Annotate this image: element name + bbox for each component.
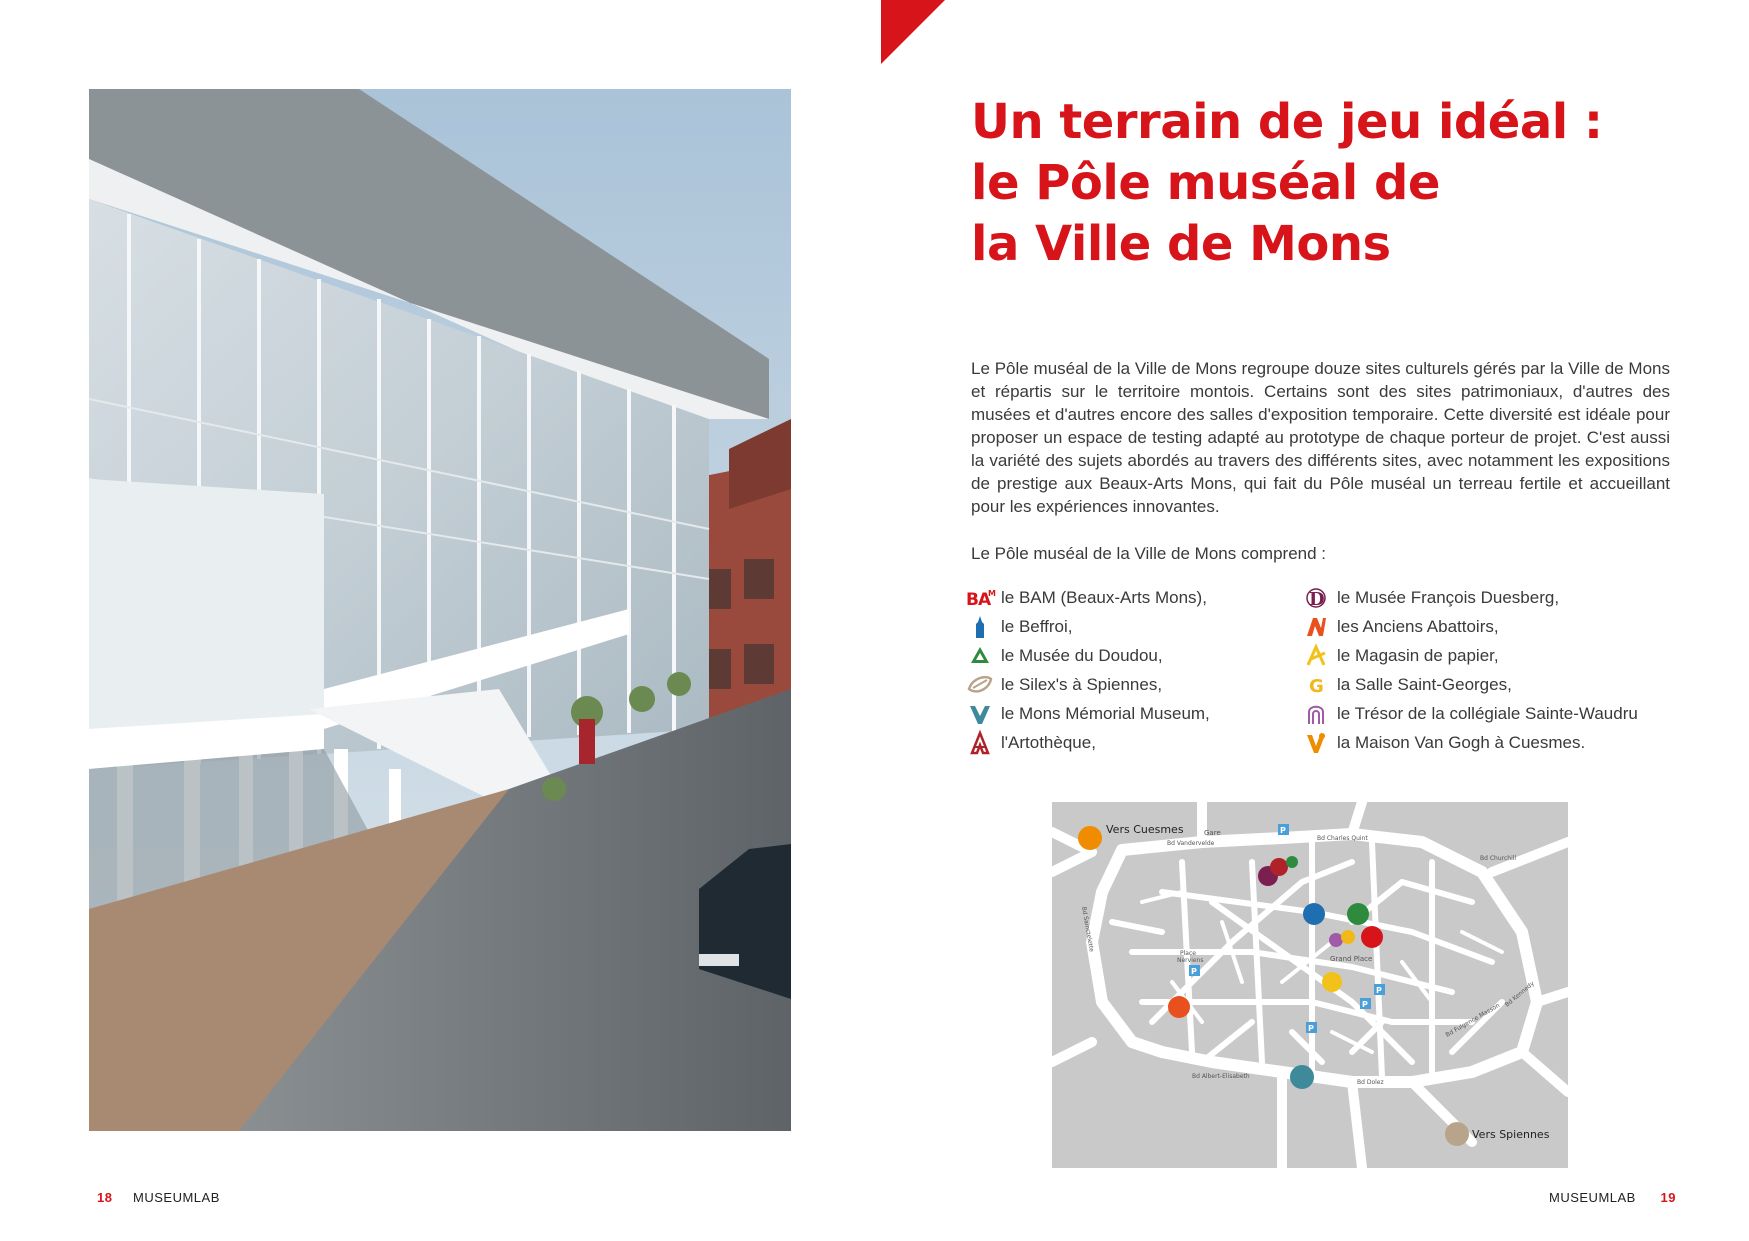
title-line-2: le Pôle muséal de xyxy=(971,155,1440,211)
footer-right xyxy=(1549,1190,1676,1205)
nerviens-label: Nerviens xyxy=(1177,957,1204,964)
list-item xyxy=(967,641,1210,670)
vers-cuesmes-label: Vers Cuesmes xyxy=(1106,823,1184,836)
bam-pin xyxy=(1361,926,1383,948)
memorial-pin xyxy=(1290,1065,1314,1089)
doudou-icon xyxy=(967,645,993,667)
street-label: Bd Churchill xyxy=(1480,855,1517,862)
street-label: Bd Charles Quint xyxy=(1317,835,1368,842)
site-label: l'Artothèque, xyxy=(1001,732,1096,752)
intro-paragraph: Le Pôle muséal de la Ville de Mons regroupe douze sites culturels gérés par la Ville de Mons et répartis sur le territoire montois. Certains sont des sites patrimoniaux, d'autres des musées et d'autres encore des salles d'exposition temporaire. Cette diversité est idéale pour proposer un espace de testing adapté au prototype de chaque porteur de projet. C'est aussi la variété des sujets abordés au travers des différents sites, avec notamment les expositions de prestige aux Beaux-Arts Mons, qui fait du Pôle muséal un terreau fertile et accueillant pour les expériences innovantes. xyxy=(971,359,1670,516)
svg-text:D: D xyxy=(1309,588,1325,610)
bam-building-illustration xyxy=(89,89,791,1131)
list-item xyxy=(1303,699,1638,728)
site-label: le Trésor de la collégiale Sainte-Waudru xyxy=(1337,703,1638,723)
list-item xyxy=(1303,728,1638,757)
site-label: le BAM (Beaux-Arts Mons), xyxy=(1001,587,1207,607)
site-label: le Beffroi, xyxy=(1001,616,1073,636)
magasin-icon xyxy=(1303,645,1329,667)
street-label: Bd Albert-Elisabeth xyxy=(1192,1073,1250,1080)
list-item xyxy=(1303,612,1638,641)
beffroi-icon xyxy=(967,616,993,638)
page-title xyxy=(971,92,1671,275)
site-label: les Anciens Abattoirs, xyxy=(1337,616,1499,636)
silex-pin xyxy=(1445,1122,1469,1146)
site-label: la Salle Saint-Georges, xyxy=(1337,674,1512,694)
extra-pin xyxy=(1286,856,1298,868)
list-item xyxy=(967,670,1210,699)
doudou-pin xyxy=(1347,903,1369,925)
list-item xyxy=(1303,583,1638,612)
gare-label: Gare xyxy=(1204,829,1221,837)
tresor-icon xyxy=(1303,703,1329,725)
footer-left xyxy=(97,1190,220,1205)
site-label: le Musée François Duesberg, xyxy=(1337,587,1560,607)
van-gogh-pin xyxy=(1078,826,1102,850)
place-label: Place xyxy=(1180,950,1196,957)
list-item xyxy=(967,583,1210,612)
street-label: Bd Dolez xyxy=(1357,1079,1384,1086)
site-label: le Silex's à Spiennes, xyxy=(1001,674,1163,694)
bam-icon xyxy=(966,587,996,610)
parking-icon: P xyxy=(1280,826,1286,835)
title-line-3: la Ville de Mons xyxy=(971,216,1391,272)
site-label: le Magasin de papier, xyxy=(1337,645,1499,665)
sites-intro-text: Le Pôle muséal de la Ville de Mons comprend : xyxy=(971,544,1326,563)
title-line-1: Un terrain de jeu idéal : xyxy=(971,94,1603,150)
memorial-icon xyxy=(967,703,993,725)
street-label: Bd Sainctelette xyxy=(1080,906,1095,953)
list-item xyxy=(967,728,1210,757)
list-item xyxy=(1303,670,1638,699)
beffroi-pin xyxy=(1303,903,1325,925)
parking-icon: P xyxy=(1191,967,1197,976)
silex-icon xyxy=(967,674,993,696)
city-map xyxy=(1052,802,1568,1168)
street-label: Bd Vandervelde xyxy=(1167,840,1215,847)
vers-spiennes-label: Vers Spiennes xyxy=(1472,1128,1550,1141)
parking-icon: P xyxy=(1362,1000,1368,1009)
list-item xyxy=(1303,641,1638,670)
parking-icon: P xyxy=(1308,1024,1314,1033)
footer-brand-right: MUSEUMLAB xyxy=(1549,1190,1636,1205)
page-number-left: 18 xyxy=(97,1190,113,1205)
svg-text:BA: BA xyxy=(966,589,991,610)
list-item xyxy=(967,699,1210,728)
van-gogh-icon xyxy=(1303,732,1329,754)
parking-icon: P xyxy=(1376,986,1382,995)
abattoirs-pin xyxy=(1168,996,1190,1018)
site-label: le Mons Mémorial Museum, xyxy=(1001,703,1210,723)
page-number-right: 19 xyxy=(1660,1190,1676,1205)
bam-building-photo xyxy=(89,89,791,1131)
list-item xyxy=(967,612,1210,641)
tresor-pin xyxy=(1329,933,1343,947)
abattoirs-icon xyxy=(1303,616,1329,638)
duesberg-icon xyxy=(1303,587,1329,609)
site-label: la Maison Van Gogh à Cuesmes. xyxy=(1337,732,1586,752)
grand-place-label: Grand Place xyxy=(1330,955,1373,963)
sites-list-right xyxy=(1303,583,1638,757)
saint-georges-pin xyxy=(1341,930,1355,944)
museum-map xyxy=(1052,802,1568,1168)
red-corner-triangle xyxy=(881,0,945,64)
site-label: le Musée du Doudou, xyxy=(1001,645,1163,665)
saint-georges-icon xyxy=(1303,674,1329,696)
magasin-pin xyxy=(1322,972,1342,992)
footer-brand-left: MUSEUMLAB xyxy=(133,1190,220,1205)
street-label: Bd Kennedy xyxy=(1503,980,1536,1009)
artotheque-icon xyxy=(967,732,993,754)
street-label: Bd Fulgence Masson xyxy=(1444,1002,1502,1039)
artotheque-pin xyxy=(1270,858,1288,876)
sites-list-left xyxy=(967,583,1210,757)
svg-text:M: M xyxy=(988,588,996,598)
svg-text:G: G xyxy=(1309,675,1324,697)
